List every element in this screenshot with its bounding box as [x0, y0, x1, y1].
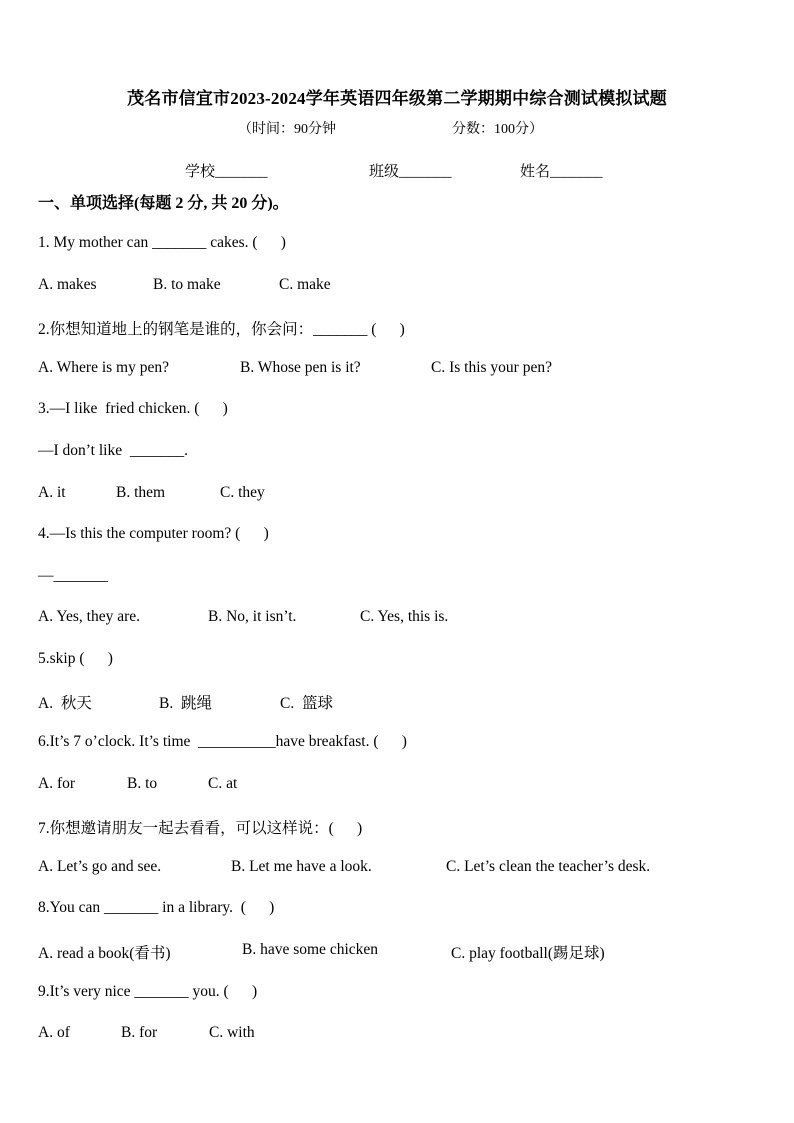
question-6-option-b: B. to — [127, 775, 158, 792]
question-3-option-c: C. they — [220, 484, 265, 501]
question-5-option-a: A. 秋天 — [38, 695, 92, 712]
question-6-option-a: A. for — [38, 775, 76, 792]
question-8-option-b: B. have some chicken — [242, 941, 379, 958]
question-5-stem: 5.skip ( ) — [38, 650, 113, 667]
exam-score: 分数：100分） — [452, 122, 543, 137]
question-7-stem: 7.你想邀请朋友一起去看看，可以这样说：( ) — [38, 820, 363, 837]
question-2-stem: 2.你想知道地上的钢笔是谁的，你会问：_______ ( ) — [38, 321, 405, 338]
section-title: 一、单项选择(每题 2 分, 共 20 分)。 — [38, 195, 289, 212]
question-4-option-b: B. No, it isn’t. — [208, 608, 297, 625]
question-7-option-b: B. Let me have a look. — [231, 858, 372, 875]
question-8-option-a: A. read a book(看书) — [38, 945, 171, 962]
question-3-option-a: A. it — [38, 484, 66, 501]
question-1-stem: 1. My mother can _______ cakes. ( ) — [38, 234, 286, 251]
question-4-stem-2: —_______ — [38, 567, 108, 584]
question-6-stem: 6.It’s 7 o’clock. It’s time __________have breakfast. ( ) — [38, 733, 407, 750]
question-7-option-a: A. Let’s go and see. — [38, 858, 162, 875]
question-2-option-a: A. Where is my pen? — [38, 359, 169, 376]
school-field: 学校_______ — [185, 164, 268, 180]
question-9-option-b: B. for — [121, 1024, 158, 1041]
class-field: 班级_______ — [369, 164, 452, 180]
question-4-stem: 4.—Is this the computer room? ( ) — [38, 525, 269, 542]
question-6-option-c: C. at — [208, 775, 238, 792]
name-field: 姓名_______ — [520, 164, 603, 180]
question-2-option-c: C. Is this your pen? — [431, 359, 552, 376]
question-1-option-c: C. make — [279, 276, 331, 293]
question-4-option-c: C. Yes, this is. — [360, 608, 449, 625]
question-3-option-b: B. them — [116, 484, 166, 501]
question-9-option-a: A. of — [38, 1024, 70, 1041]
question-8-option-c: C. play football(踢足球) — [451, 945, 605, 962]
question-9-option-c: C. with — [209, 1024, 255, 1041]
question-5-option-b: B. 跳绳 — [159, 695, 212, 712]
question-2-option-b: B. Whose pen is it? — [240, 359, 361, 376]
page-title: 茂名市信宜市2023-2024学年英语四年级第二学期期中综合测试模拟试题 — [127, 89, 667, 108]
question-7-option-c: C. Let’s clean the teacher’s desk. — [446, 858, 651, 875]
question-9-stem: 9.It’s very nice _______ you. ( ) — [38, 983, 258, 1000]
question-5-option-c: C. 篮球 — [280, 695, 333, 712]
question-3-stem: 3.—I like fried chicken. ( ) — [38, 400, 228, 417]
question-1-option-b: B. to make — [153, 276, 221, 293]
exam-time: （时间：90分钟 — [238, 122, 336, 137]
question-4-option-a: A. Yes, they are. — [38, 608, 141, 625]
question-3-stem-2: —I don’t like _______. — [38, 442, 188, 459]
question-8-stem: 8.You can _______ in a library. ( ) — [38, 899, 275, 916]
question-1-option-a: A. makes — [38, 276, 97, 293]
